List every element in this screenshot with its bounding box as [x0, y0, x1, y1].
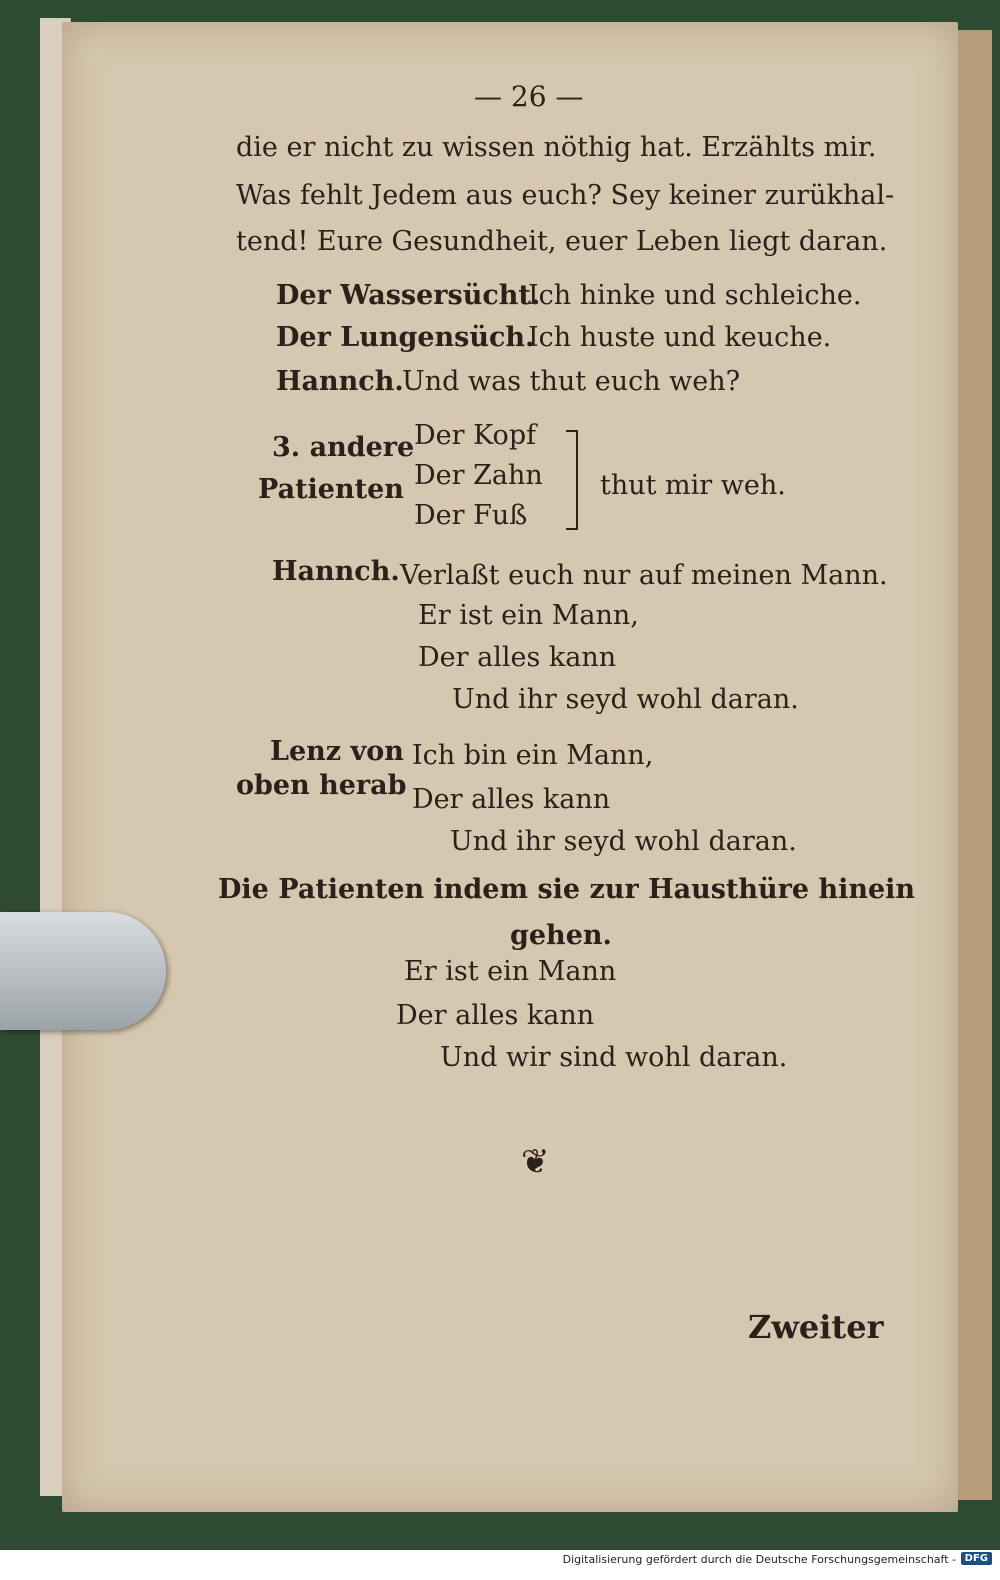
patients-song-line-1: Er ist ein Mann — [404, 956, 617, 987]
line-hannch: Und was thut euch weh? — [402, 366, 741, 397]
catchword: Zweiter — [748, 1308, 884, 1346]
hannch-song-line-4: Und ihr seyd wohl daran. — [452, 684, 799, 715]
page-number: — 26 — — [474, 80, 584, 113]
group-item-kopf: Der Kopf — [414, 420, 537, 451]
lenz-speaker-line2: oben herab — [236, 770, 407, 801]
lenz-song-line-3: Und ihr seyd wohl daran. — [450, 826, 797, 857]
group-suffix: thut mir weh. — [600, 470, 786, 501]
speaker-wassersucht: Der Wassersücht. — [276, 280, 541, 311]
dfg-logo: DFG — [961, 1552, 992, 1565]
speaker-lungensucht: Der Lungensüch. — [276, 322, 535, 353]
hannch-song-line-2: Er ist ein Mann, — [418, 600, 639, 631]
text-line-1: die er nicht zu wissen nöthig hat. Erzählts mir. — [236, 132, 877, 163]
text-line-2: Was fehlt Jedem aus euch? Sey keiner zurükhal- — [236, 180, 895, 211]
speaker-hannch: Hannch. — [276, 366, 404, 397]
brace — [566, 430, 578, 530]
hannch-song-line-3: Der alles kann — [418, 642, 617, 673]
lenz-song-line-1: Ich bin ein Mann, — [412, 740, 654, 771]
text-line-3: tend! Eure Gesundheit, euer Leben liegt daran. — [236, 226, 888, 257]
page-edge-right — [952, 30, 992, 1500]
lenz-speaker-line1: Lenz von — [270, 736, 404, 767]
group-item-fuss: Der Fuß — [414, 500, 528, 531]
hannch-song-line-1: Verlaßt euch nur auf meinen Mann. — [400, 560, 888, 591]
line-wassersucht: Ich hinke und schleiche. — [528, 280, 862, 311]
patients-song-line-3: Und wir sind wohl daran. — [440, 1042, 788, 1073]
stage-direction-line1: Die Patienten indem sie zur Hausthüre hinein — [218, 874, 916, 905]
group-speaker-line1: 3. andere — [272, 432, 415, 463]
patients-song-line-2: Der alles kann — [396, 1000, 595, 1031]
lenz-song-line-2: Der alles kann — [412, 784, 611, 815]
group-item-zahn: Der Zahn — [414, 460, 543, 491]
stage-direction-line2: gehen. — [510, 920, 612, 951]
group-speaker-line2: Patienten — [258, 474, 404, 505]
page-clip — [0, 912, 166, 1030]
speaker-hannch-song: Hannch. — [272, 556, 400, 587]
ornament-icon: ❦ — [521, 1142, 550, 1182]
line-lungensucht: Ich huste und keuche. — [528, 322, 832, 353]
digitization-credit: Digitalisierung gefördert durch die Deutsche Forschungsgemeinschaft - — [562, 1553, 956, 1566]
